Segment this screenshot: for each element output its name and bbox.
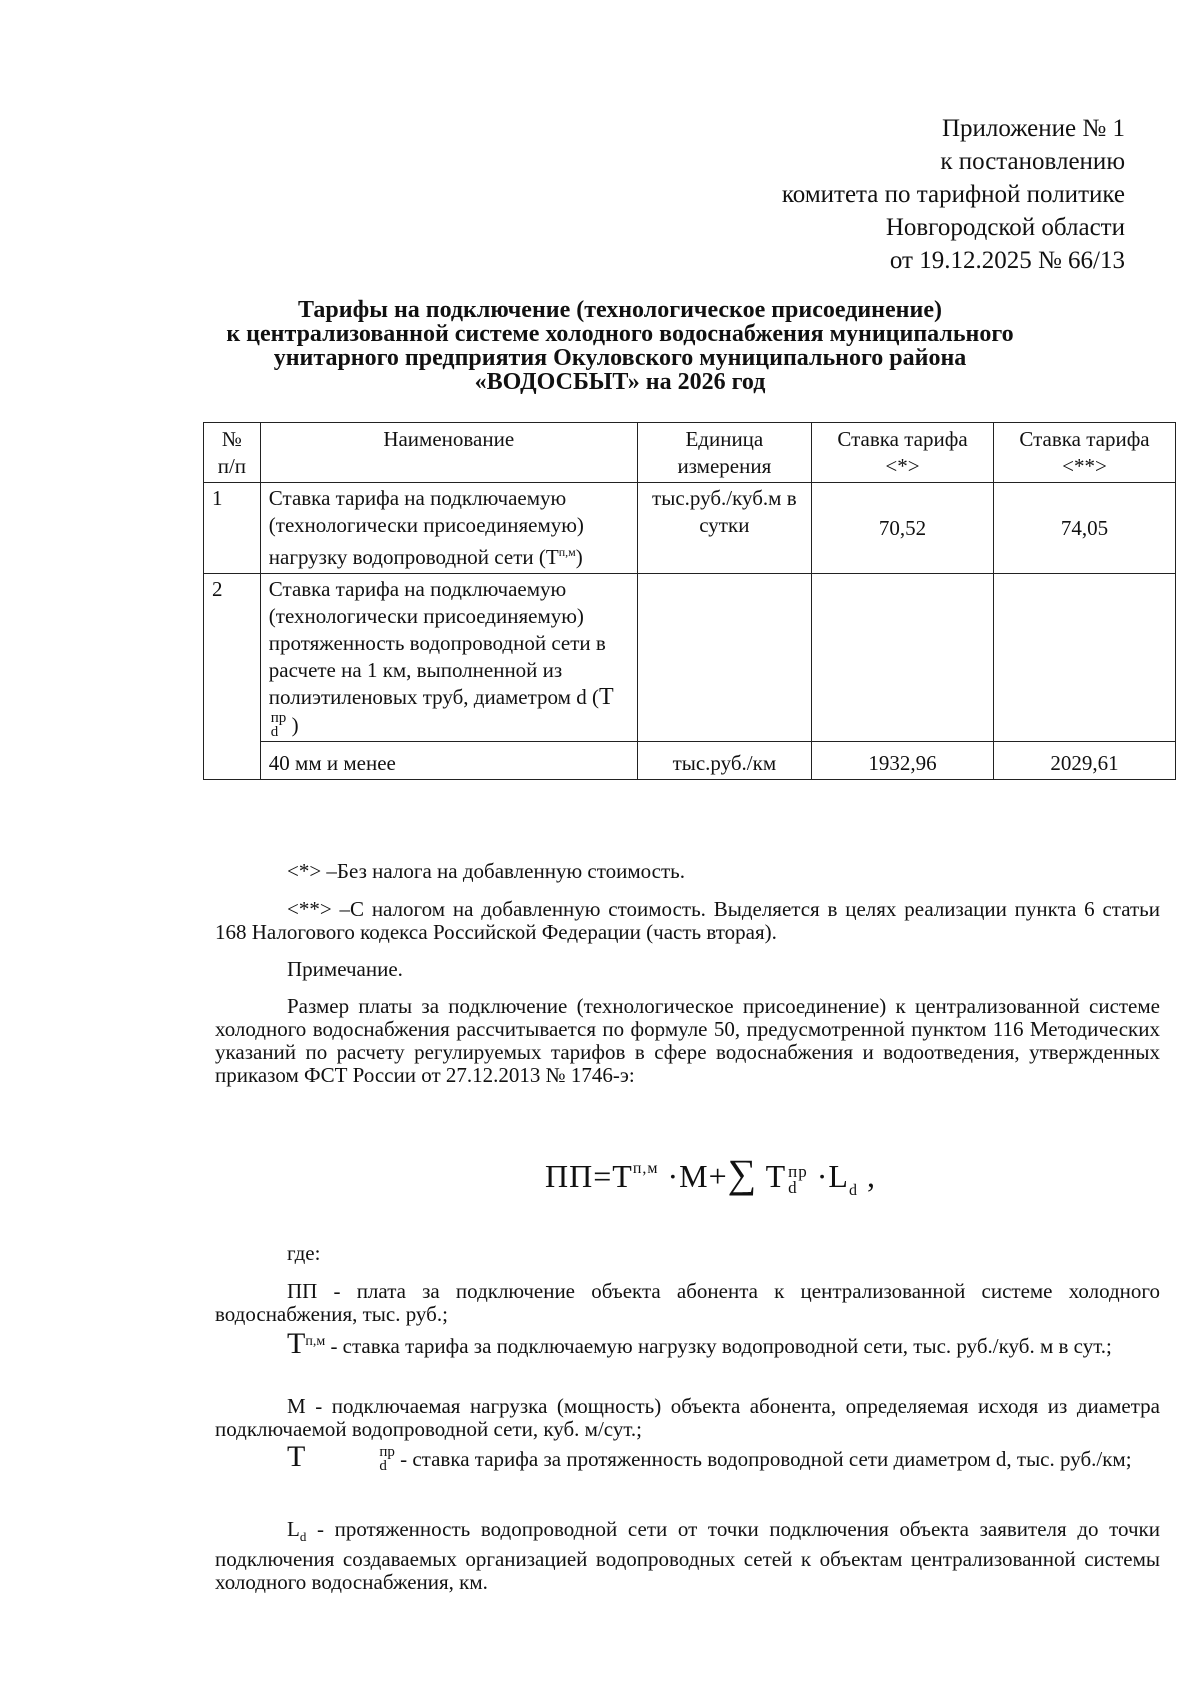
row3-name: 40 мм и менее: [260, 742, 637, 780]
appendix-header: [782, 112, 1125, 277]
header-rate-2: Ставка тарифа <**>: [993, 423, 1175, 483]
formula: $ПП=T^{п,м} \cdot M+\sum$ T пр d $\cdot L_d$ ,: [545, 1151, 876, 1199]
header-rate-1: Ставка тарифа <*>: [812, 423, 994, 483]
appendix-line-4: Новгородской области: [885, 214, 1125, 241]
row3-rate-1: 1932,96: [812, 742, 994, 780]
table-row: [204, 574, 1176, 742]
row1-unit: тыс.руб./куб.м в сутки: [637, 483, 811, 574]
header-name: Наименование: [260, 423, 637, 483]
row1-rate-2: 74,05: [993, 483, 1175, 574]
header-num: № п/п: [204, 423, 261, 483]
row2-name: Ставка тарифа на подключаемую (технологически присоединяемую) протяженность водопроводной сети в расчете на 1 км, выполненной из полиэтиленовых труб, диаметром d (T пр d ): [260, 574, 637, 742]
title-line-2: к централизованной системе холодного водоснабжения муниципального: [226, 321, 1014, 347]
table-row: [204, 742, 1176, 780]
where-label: где:: [287, 1241, 321, 1265]
tariff-table: [203, 422, 1176, 780]
header-unit: Единица измерения: [637, 423, 811, 483]
remark-label: Примечание.: [287, 957, 403, 981]
appendix-line-1: Приложение № 1: [941, 115, 1125, 142]
appendix-line-2: к постановлению: [940, 148, 1125, 175]
appendix-line-5: от 19.12.2025 № 66/13: [889, 247, 1125, 274]
title-line-1: Тарифы на подключение (технологическое присоединение): [298, 297, 942, 323]
def-pp: ПП - плата за подключение объекта абонента к централизованной системе холодного водоснабжения, тыс. руб.;: [215, 1279, 1160, 1326]
def-m: M - подключаемая нагрузка (мощность) объекта абонента, определяемая исходя из диаметра подключаемой водопроводной сети, куб. м/сут.;: [215, 1394, 1160, 1441]
title-line-3: унитарного предприятия Окуловского муниципального района: [273, 345, 967, 371]
appendix-line-3: комитета по тарифной политике: [781, 181, 1125, 208]
title-line-4: «ВОДОСБЫТ» на 2026 год: [474, 369, 766, 395]
formula-intro: Размер платы за подключение (технологическое присоединение) к централизованной системе холодного водоснабжения рассчитывается по формуле 50, предусмотренной пунктом 116 Методических указаний по расчету регулируемых тарифов в сфере водоснабжения и водоотведения, утвержденных приказом ФСТ России от 27.12.2013 № 1746-э:: [215, 994, 1160, 1087]
note-2: <**> –С налогом на добавленную стоимость. Выделяется в целях реализации пункта 6 статьи 168 Налогового кодекса Российской Федерации (часть вторая).: [215, 897, 1160, 944]
row2-unit: [637, 574, 811, 742]
sum-icon: ∑: [727, 1151, 758, 1196]
document-title: [195, 298, 1045, 394]
row1-rate-1: 70,52: [812, 483, 994, 574]
row2-rate-2: [993, 574, 1175, 742]
table-header-row: [204, 423, 1176, 483]
def-tpr: T пр d - ставка тарифа за протяженность водопроводной сети диаметром d, тыс. руб./км;: [287, 1440, 1132, 1474]
row1-name: Ставка тарифа на подключаемую (технологически присоединяемую) нагрузку водопроводной сети $(T^{п,м})$: [260, 483, 637, 574]
def-tpm: $T^{п,м}$ - ставка тарифа за подключаемую нагрузку водопроводной сети, тыс. руб./куб. м в сут.;: [287, 1327, 1112, 1360]
row2-rate-1: [812, 574, 994, 742]
row3-unit: тыс.руб./км: [637, 742, 811, 780]
row1-num: 1: [204, 483, 261, 574]
def-ld: $L_d$ - протяженность водопроводной сети от точки подключения объекта заявителя до точки подключения создаваемых организацией водопроводных сетей к объектам централизованной системы холодного водоснабжения, км.: [215, 1517, 1160, 1595]
row2-num: 2: [204, 574, 261, 780]
note-1: <*> –Без налога на добавленную стоимость.: [287, 859, 685, 883]
table-row: [204, 483, 1176, 574]
row3-rate-2: 2029,61: [993, 742, 1175, 780]
